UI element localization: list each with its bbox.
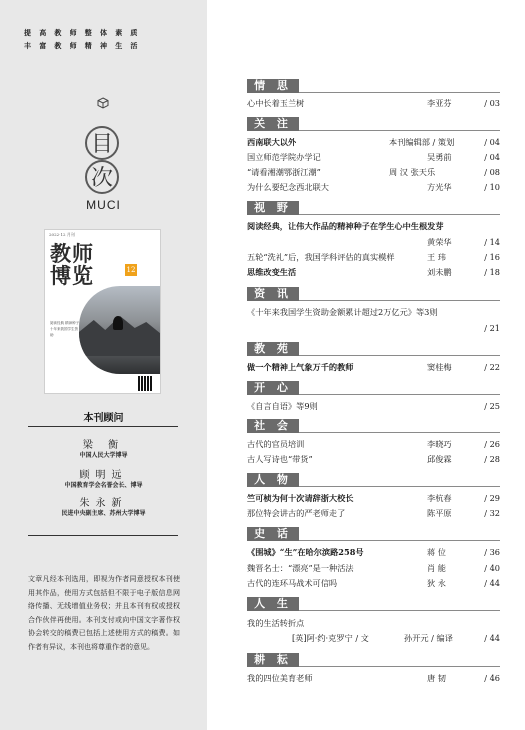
section-header: 人 生 [247,597,299,611]
section-header: 情 思 [247,79,299,93]
cover-issue-badge: 12 [126,266,136,274]
toc-page: / 32 [484,508,500,518]
advisors-bottom-divider [28,535,178,536]
section-header: 开 心 [247,381,299,395]
section-header: 教 苑 [247,342,299,356]
toc-author: 狄 永 [427,578,446,588]
toc-entry[interactable] [247,453,500,465]
toc-author: 邱俊霖 [427,454,452,464]
toc-entry[interactable] [247,322,500,334]
toc-entry[interactable] [247,181,500,193]
toc-title: 心中长着玉兰树 [247,98,305,108]
toc-page: / 28 [484,454,500,464]
toc-title: 西南联大以外 [247,137,297,147]
toc-title: 《自言自语》等9则 [247,401,318,411]
toc-title: 竺可桢为何十次请辞浙大校长 [247,493,354,503]
section-rule [299,666,500,667]
toc-page: / 21 [484,323,500,333]
section-rule [299,610,500,611]
toc-entry[interactable] [247,438,500,450]
copyright-notice: 文章凡经本刊选用，即视为作者同意授权本刊使用其作品，使用方式包括但不限于电子版信息网络传播、无线增值业务权；并且本刊有权或授权合作伙伴再使用。本刊支付或向中国文字著作权协会转交的稿费已包括上述使用方式的稿费。如作者有异议，本刊也将尊重作者的意见。 [28,575,180,651]
toc-page: / 29 [484,493,500,503]
person-silhouette [113,316,123,330]
cover-photo [79,286,161,374]
toc-title: 那位特会讲古的严老师走了 [247,508,346,518]
section-rule [299,355,500,356]
toc-entry[interactable] [247,236,500,248]
advisor-desc: 中国人民大学博导 [79,452,128,459]
toc-page: / 10 [484,182,500,192]
slogan-line-2: 丰富教师精神生活 [24,41,146,50]
advisor-desc: 民进中央副主席、苏州大学博导 [61,510,146,517]
toc-author: 肖 能 [427,563,446,573]
section-rule [299,130,500,131]
toc-title: 《十年来我国学生资助金额累计超过2万亿元》等3则 [247,307,438,317]
toc-page: / 25 [484,401,500,411]
cover-title [50,243,94,287]
section-rule [299,394,500,395]
toc-author: 陈平原 [427,508,452,518]
cover-title-line-1: 教师 [50,242,94,266]
toc-page: / 16 [484,252,500,262]
mulu-latin: MUCI [86,198,121,212]
toc-entry[interactable] [247,507,500,519]
toc-entry[interactable] [247,400,500,412]
toc-entry[interactable] [247,266,500,278]
toc-entry[interactable] [247,492,500,504]
toc-entry[interactable] [247,632,500,644]
toc-author: 周 汉 张天乐 [389,167,436,177]
section-rule [299,214,500,215]
toc-page: / 04 [484,152,500,162]
cube-icon [97,97,109,109]
toc-title: 国立师范学院办学记 [247,152,321,162]
section-rule [299,486,500,487]
advisor-name: 梁 衡 [82,440,125,451]
section-rule [299,92,500,93]
section-header: 史 话 [247,527,299,541]
toc-entry[interactable] [247,577,500,589]
section-header: 人 物 [247,473,299,487]
toc-page: / 14 [484,237,500,247]
left-panel [0,0,207,730]
toc-entry[interactable] [247,617,500,629]
toc-title: 我的生活转折点 [247,618,305,628]
toc-author: 李杭春 [427,493,452,503]
toc-subline: [英]阿·约·克罗宁 / 文 [292,633,369,643]
toc-title: 思维改变生活 [247,267,297,277]
toc-page: / 36 [484,547,500,557]
advisor-desc: 中国教育学会名誉会长、博导 [64,482,143,489]
toc-page: / 40 [484,563,500,573]
toc-author: 李晓巧 [427,439,452,449]
toc-entry[interactable] [247,306,500,318]
toc-page: / 08 [484,167,500,177]
toc-title: 古代的连环马战术可信吗 [247,578,338,588]
toc-title: 阅读经典，让伟大作品的精神种子在学生心中生根发芽 [247,221,444,231]
toc-page: / 44 [484,633,500,643]
section-header: 视 野 [247,201,299,215]
toc-title: 做一个精神上气象万千的教师 [247,362,354,372]
toc-title: 我的四位美育老师 [247,673,313,683]
toc-page: / 22 [484,362,500,372]
cover-title-line-2: 博览 [50,264,94,288]
toc-entry[interactable] [247,251,500,263]
toc-entry[interactable] [247,672,500,684]
toc-title: 古代的官员培训 [247,439,305,449]
toc-entry[interactable] [247,562,500,574]
section-rule [299,540,500,541]
toc-entry[interactable] [247,136,500,148]
toc-title: 古人写诗也“带货” [247,454,313,464]
section-rule [299,300,500,301]
toc-entry[interactable] [247,220,500,232]
mulu-char-1: 目 [85,126,119,160]
qr-code-icon [138,376,153,391]
toc-author: 刘未鹏 [427,267,452,277]
toc-author: 方光华 [427,182,452,192]
toc-author: 本刊编辑部 / 策划 [389,137,455,147]
toc-author: 李亚芬 [427,98,452,108]
toc-entry[interactable] [247,151,500,163]
toc-entry[interactable] [247,166,500,178]
toc-page: / 18 [484,267,500,277]
advisors-top-divider [28,426,178,427]
advisor-name: 朱永新 [79,498,128,509]
toc-author: 窦桂梅 [427,362,452,372]
toc-entry[interactable] [247,546,500,558]
toc-title: 《围城》“生”在哈尔滨路258号 [247,547,364,557]
cover-small-text: 阅读经典 精神种子 十年来我国学生资助 [50,321,80,337]
toc-author: 唐 韧 [427,673,446,683]
section-header: 关 注 [247,117,299,131]
slogan-line-1: 提高教师整体素质 [24,28,146,37]
toc-author: 孙开元 / 编译 [404,633,453,643]
toc-author: 吴勇前 [427,152,452,162]
toc-page: / 46 [484,673,500,683]
toc-author: 蒋 位 [427,547,446,557]
toc-title: 五轮“洗礼”后，我国学科评估的真实模样 [247,252,395,262]
toc-page: / 26 [484,439,500,449]
advisors-title: 本刊顾问 [83,413,124,424]
toc-author: 王 玮 [427,252,446,262]
magazine-cover [44,229,161,394]
toc-title: 魏晋名士：“漂亮”是一种活法 [247,563,354,573]
toc-title: “请看湘潮鄂浙江潮” [247,167,321,177]
cover-header: 2022·12 月刊 [49,232,75,237]
advisor-name: 顾明远 [79,470,128,481]
mulu-char-2: 次 [85,160,119,194]
toc-entry[interactable] [247,361,500,373]
toc-title: 为什么要纪念西北联大 [247,182,329,192]
section-header: 资 讯 [247,287,299,301]
section-rule [299,432,500,433]
toc-author: 黄荣华 [427,237,452,247]
toc-page: / 04 [484,137,500,147]
section-header: 耕 耘 [247,653,299,667]
toc-page: / 44 [484,578,500,588]
section-header: 社 会 [247,419,299,433]
toc-entry[interactable] [247,97,500,109]
toc-page: / 03 [484,98,500,108]
